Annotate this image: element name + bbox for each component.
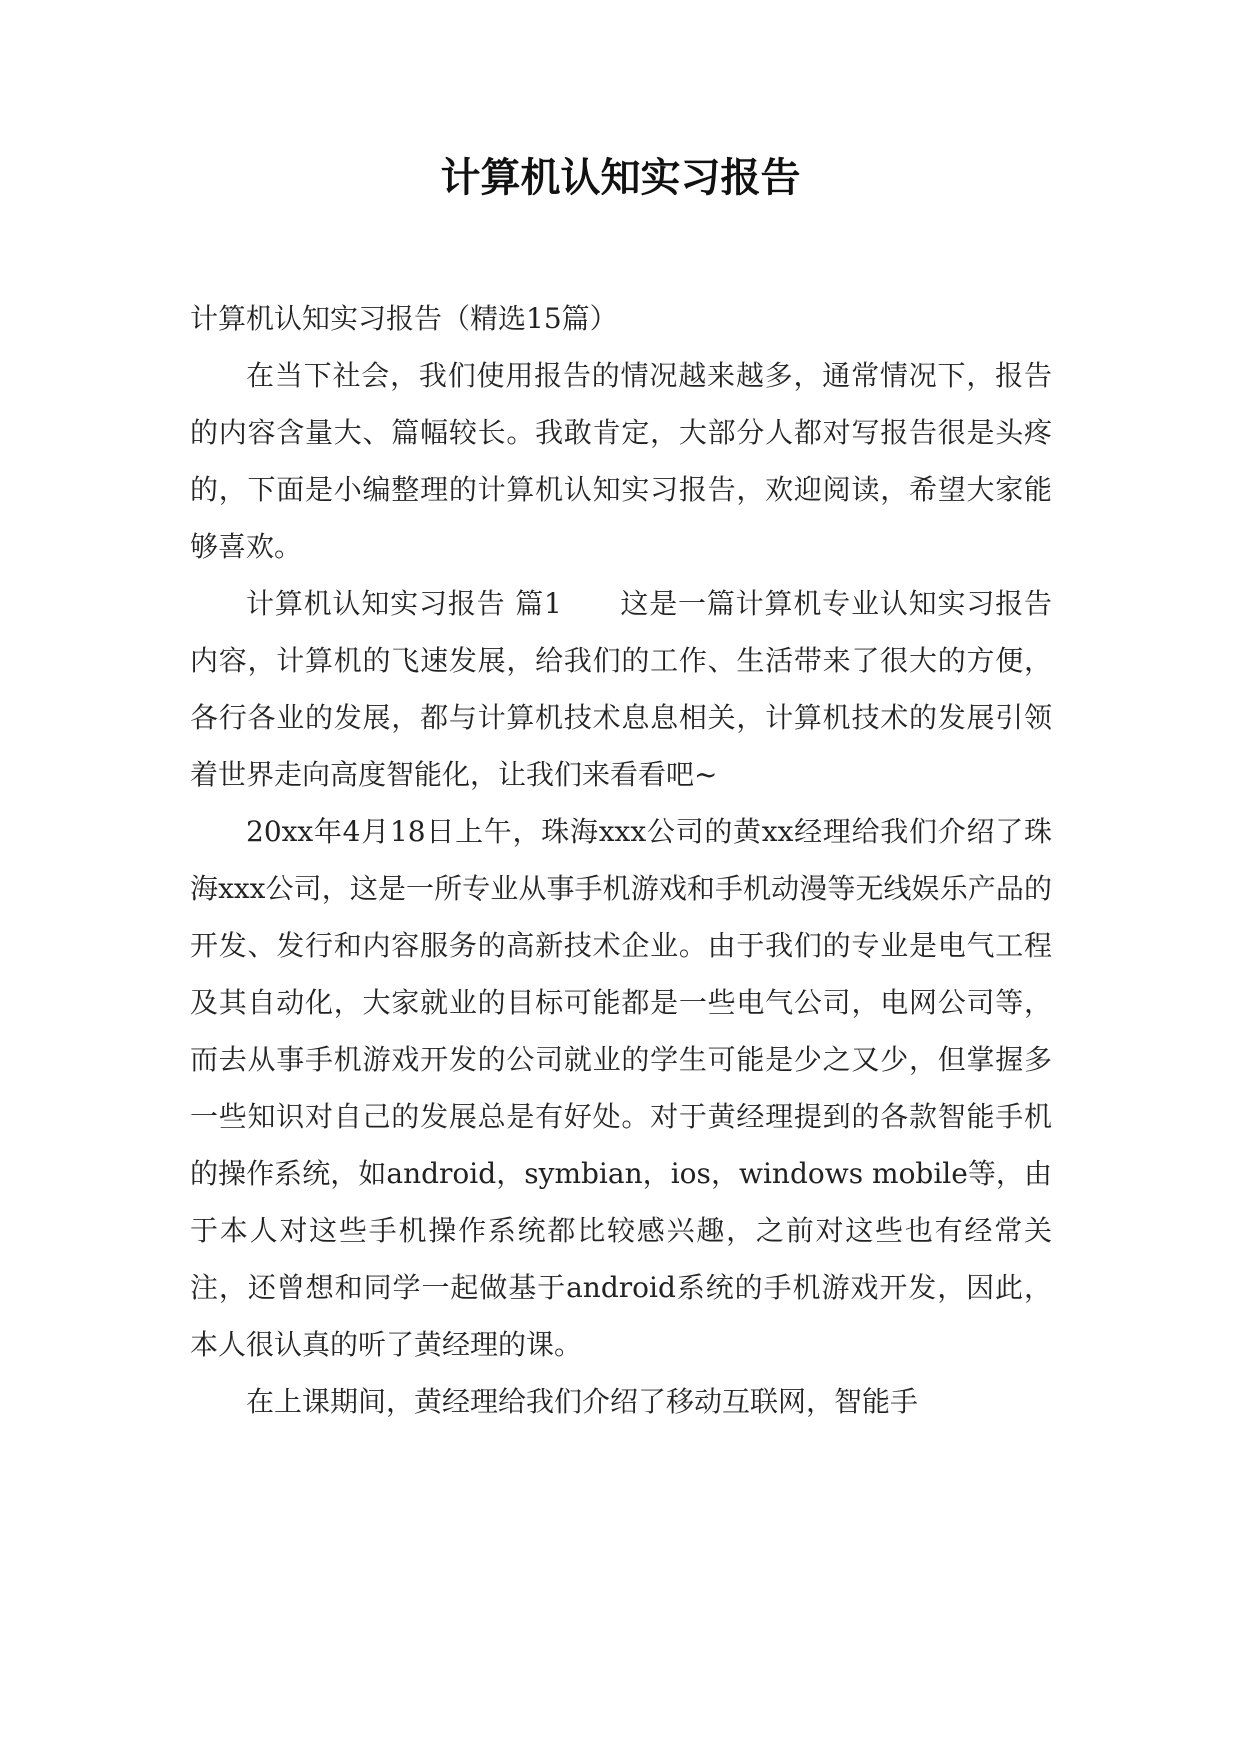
intro-paragraph: 在当下社会，我们使用报告的情况越来越多，通常情况下，报告的内容含量大、篇幅较长。我敢肯定，大部分人都对写报告很是头疼的，下面是小编整理的计算机认知实习报告，欢迎阅读，希望大家能够喜欢。 bbox=[190, 359, 1052, 563]
document-body bbox=[190, 290, 1052, 1430]
section-1-paragraph: 计算机认知实习报告 篇1 这是一篇计算机专业认知实习报告内容，计算机的飞速发展，给我们的工作、生活带来了很大的方便，各行各业的发展，都与计算机技术息息相关，计算机技术的发展引领着世界走向高度智能化，让我们来看看吧~ bbox=[190, 587, 1052, 791]
body-paragraph: 20xx年4月18日上午，珠海xxx公司的黄xx经理给我们介绍了珠海xxx公司，这是一所专业从事手机游戏和手机动漫等无线娱乐产品的开发、发行和内容服务的高新技术企业。由于我们的专业是电气工程及其自动化，大家就业的目标可能都是一些电气公司，电网公司等，而去从事手机游戏开发的公司就业的学生可能是少之又少，但掌握多一些知识对自己的发展总是有好处。对于黄经理提到的各款智能手机的操作系统，如android，symbian，ios，windows mobile等，由于本人对这些手机操作系统都比较感兴趣，之前对这些也有经常关注，还曾想和同学一起做基于android系统的手机游戏开发，因此，本人很认真的听了黄经理的课。 bbox=[190, 815, 1052, 1361]
subtitle-line: 计算机认知实习报告（精选15篇） bbox=[190, 302, 618, 335]
body-paragraph-continued: 在上课期间，黄经理给我们介绍了移动互联网，智能手 bbox=[246, 1385, 919, 1418]
document-title: 计算机认知实习报告 bbox=[440, 154, 801, 201]
